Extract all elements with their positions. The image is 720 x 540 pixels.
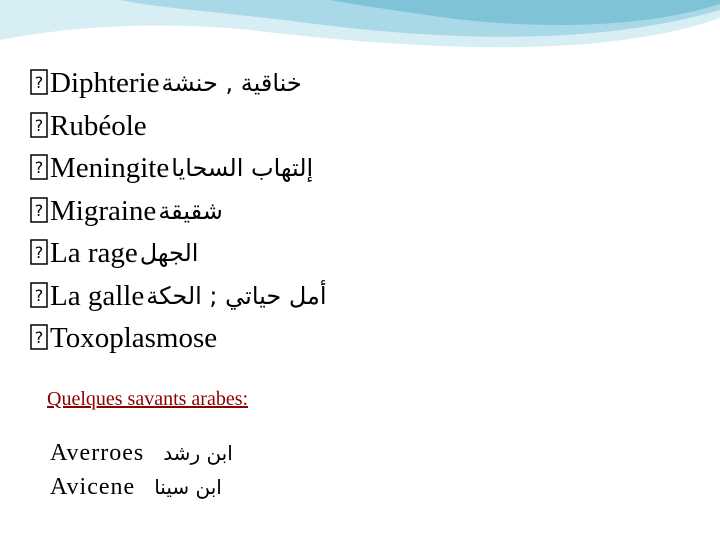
item-latin: Migraine bbox=[50, 194, 157, 227]
svg-text:?: ? bbox=[34, 285, 44, 305]
item-latin: Meningite bbox=[50, 152, 170, 184]
item-arabic: شقيقة bbox=[158, 196, 223, 225]
svg-text:?: ? bbox=[34, 158, 44, 178]
replacement-char-icon bbox=[30, 282, 48, 308]
replacement-char-icon bbox=[30, 197, 48, 223]
header-wave-decoration bbox=[0, 0, 720, 70]
savants-list bbox=[50, 436, 233, 504]
svg-text:?: ? bbox=[34, 243, 44, 263]
svg-text:?: ? bbox=[34, 115, 44, 135]
svg-text:?: ? bbox=[34, 200, 44, 220]
subtitle-savants: Quelques savants arabes: bbox=[47, 388, 249, 410]
list-item bbox=[30, 147, 690, 190]
list-item bbox=[30, 62, 690, 105]
list-item bbox=[30, 105, 690, 148]
item-latin: Toxoplasmose bbox=[50, 322, 218, 354]
savant-latin: Avicene bbox=[50, 474, 136, 500]
replacement-char-icon bbox=[30, 239, 48, 265]
item-latin: La galle bbox=[50, 279, 145, 312]
replacement-char-icon bbox=[30, 154, 48, 180]
replacement-char-icon bbox=[30, 324, 48, 350]
list-item bbox=[30, 190, 690, 233]
disease-list bbox=[30, 62, 690, 360]
replacement-char-icon bbox=[30, 112, 48, 138]
svg-text:?: ? bbox=[34, 73, 44, 93]
list-item bbox=[50, 470, 233, 504]
savant-arabic: ابن سينا bbox=[154, 475, 222, 499]
svg-text:?: ? bbox=[34, 328, 44, 348]
item-latin: Rubéole bbox=[50, 109, 147, 142]
replacement-char-icon bbox=[30, 69, 48, 95]
item-arabic: أمل حياتي ; الحكة bbox=[146, 281, 327, 310]
item-latin: Diphterie bbox=[50, 67, 160, 99]
list-item bbox=[30, 275, 690, 318]
list-item bbox=[30, 317, 690, 360]
list-item bbox=[50, 436, 233, 470]
list-item bbox=[30, 232, 690, 275]
item-latin: La rage bbox=[50, 237, 138, 269]
item-arabic: الجهل bbox=[139, 239, 199, 267]
savant-latin: Averroes bbox=[50, 440, 145, 466]
item-arabic: خناقية , حنشة bbox=[161, 69, 302, 97]
item-arabic: إلتهاب السحايا bbox=[171, 154, 314, 182]
savant-arabic: ابن رشد bbox=[163, 441, 233, 465]
